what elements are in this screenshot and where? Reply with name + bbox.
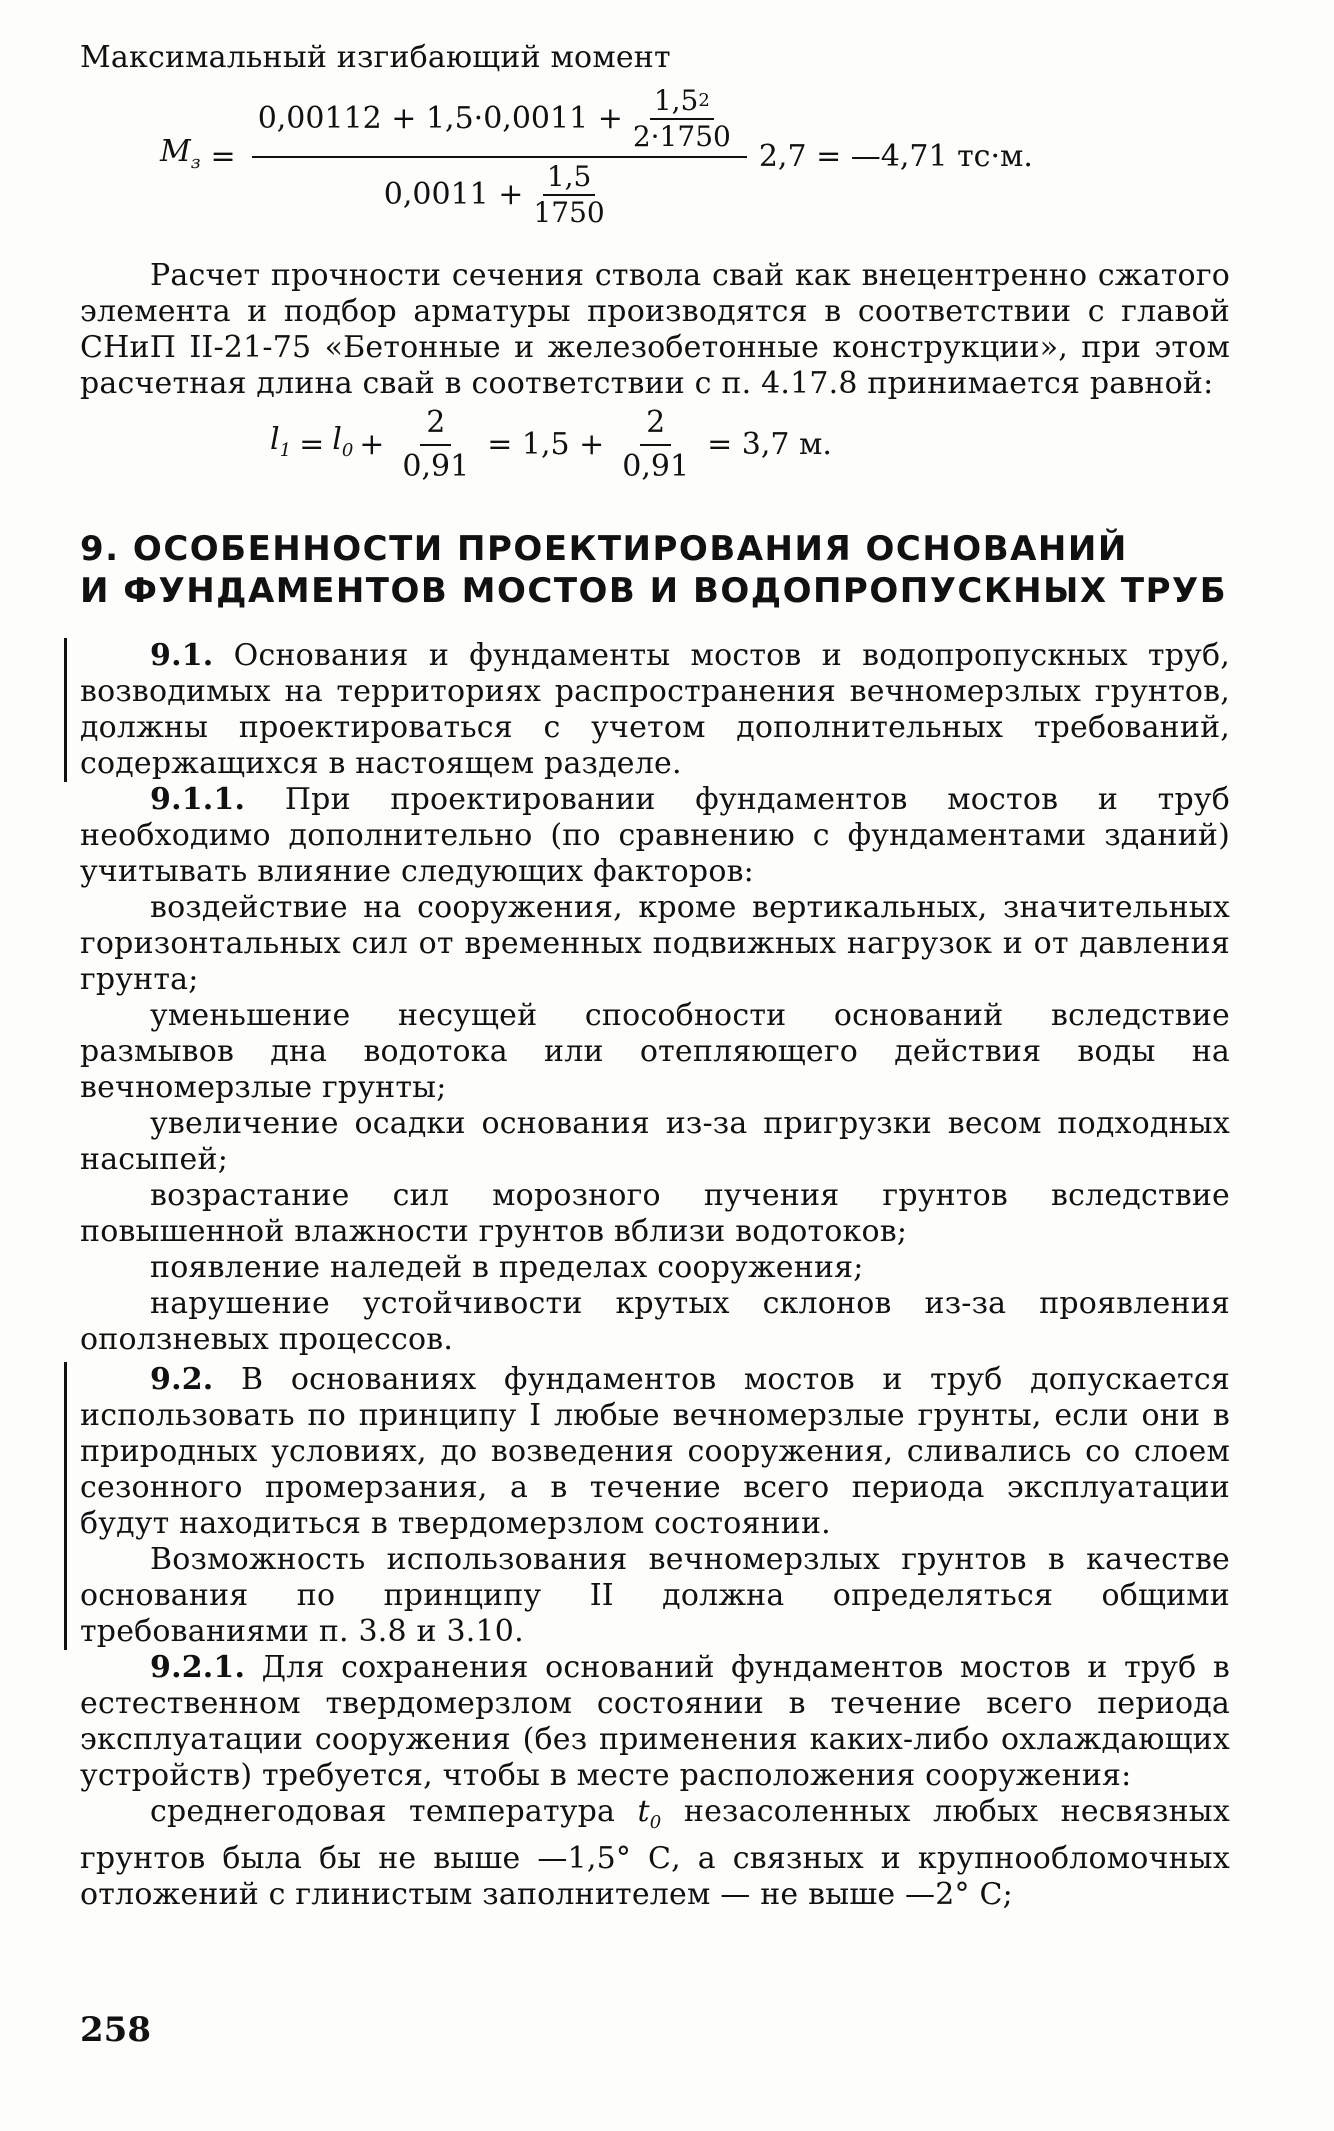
formula-main-fraction <box>252 86 747 228</box>
section-heading-line-2: И ФУНДАМЕНТОВ МОСТОВ И ВОДОПРОПУСКНЫХ ТРУБ <box>80 571 1228 611</box>
paragraph-9-2-1: 9.2.1. Для сохранения оснований фундаментов мостов и труб в естественном твердомерзлом состоянии в течение всего периода эксплуатации сооружения (без применения каких-либо охлаждающих устройств) требуется, чтобы в месте расположения сооружения: <box>80 1650 1230 1793</box>
factor-item: воздействие на сооружения, кроме вертикальных, значительных горизонтальных сил от временных подвижных нагрузок и от давления грунта; <box>80 890 1230 997</box>
formula2-fraction-1: $\frac{2}{0,91}$ <box>402 405 470 484</box>
document-page <box>80 40 1230 1913</box>
formula2-result: = 3,7 м. <box>707 427 832 462</box>
factor-item: нарушение устойчивости крутых склонов из-за проявления оползневых процессов. <box>80 1286 1230 1357</box>
factor-item: увеличение осадки основания из-за пригрузки весом подходных насыпей; <box>80 1106 1230 1177</box>
paragraph-9-2-continued: Возможность использования вечномерзлых грунтов в качестве основания по принципу II должна определяться общими требованиями п. 3.8 и 3.10. <box>80 1542 1230 1649</box>
formula2-middle: = 1,5 + <box>487 427 605 462</box>
paragraph-9-1: 9.1. Основания и фундаменты мостов и водопропускных труб, возводимых на территориях распространения вечномерзлых грунтов, должны проектироваться с учетом дополнительных требований, содержащихся в настоящем разделе. <box>80 638 1230 781</box>
formula-bending-moment <box>160 86 1230 228</box>
section-heading <box>80 528 1230 612</box>
formula2-l0: $l_0$ <box>332 421 354 461</box>
factor-item: появление наледей в пределах сооружения; <box>150 1250 864 1285</box>
numerator-terms: 0,00112 + 1,5·0,0011 + <box>257 101 623 136</box>
intro-line: Максимальный изгибающий момент <box>80 40 671 75</box>
factor-item: возрастание сил морозного пучения грунтов вследствие повышенной влажности грунтов вблизи водотоков; <box>80 1178 1230 1249</box>
formula2-plus: + <box>359 427 385 462</box>
factor-item: уменьшение несущей способности оснований вследствие размывов дна водотока или отепляющего действия воды на вечномерзлые грунты; <box>80 998 1230 1105</box>
formula2-l1: $l_1$ <box>270 421 292 461</box>
numerator-inner-fraction: 1,5 2 2·1750 <box>632 84 731 153</box>
formula-main-denominator <box>378 158 621 228</box>
section-heading-line-1: 9. ОСОБЕННОСТИ ПРОЕКТИРОВАНИЯ ОСНОВАНИЙ <box>80 529 1128 569</box>
formula-tail: 2,7 = —4,71 тс·м. <box>758 139 1033 174</box>
formula-design-length <box>270 406 1230 484</box>
denominator-inner-fraction: $\frac{1,5}{1750}$ <box>533 160 605 229</box>
page-number: 258 <box>80 2010 151 2050</box>
paragraph-calculation: Расчет прочности сечения ствола свай как внецентренно сжатого элемента и подбор арматуры производятся в соответствии с главой СНиП II-21-75 «Бетонные и железобетонные конструкции», при этом расчетная длина свай в соответствии с п. 4.17.8 принимается равной: <box>80 258 1230 401</box>
formula-equals: = <box>210 139 236 174</box>
paragraph-9-1-1: 9.1.1. При проектировании фундаментов мостов и труб необходимо дополнительно (по сравнению с фундаментами зданий) учитывать влияние следующих факторов: <box>80 782 1230 889</box>
change-bar-block-9-1 <box>64 638 1230 782</box>
paragraph-9-2: 9.2. В основаниях фундаментов мостов и труб допускается использовать по принципу I любые вечномерзлые грунты, если они в природных условиях, до возведения сооружения, сливались со слоем сезонного промерзания, а в течение всего периода эксплуатации будут находиться в твердомерзлом состоянии. <box>80 1362 1230 1541</box>
denominator-terms: 0,0011 + <box>383 177 524 212</box>
formula2-equals: = <box>299 427 325 462</box>
paragraph-temperature: среднегодовая температура $t_0$ незасоленных любых несвязных грунтов была бы не выше —1,5° С, а связных и крупнообломочных отложений с глинистым заполнителем — не выше —2° С; <box>80 1794 1230 1912</box>
formula-main-numerator <box>252 86 747 158</box>
formula-lhs: $M_з$ <box>160 133 201 173</box>
formula2-fraction-2: $\frac{2}{0,91}$ <box>622 405 690 484</box>
change-bar-block-9-2 <box>64 1362 1230 1650</box>
